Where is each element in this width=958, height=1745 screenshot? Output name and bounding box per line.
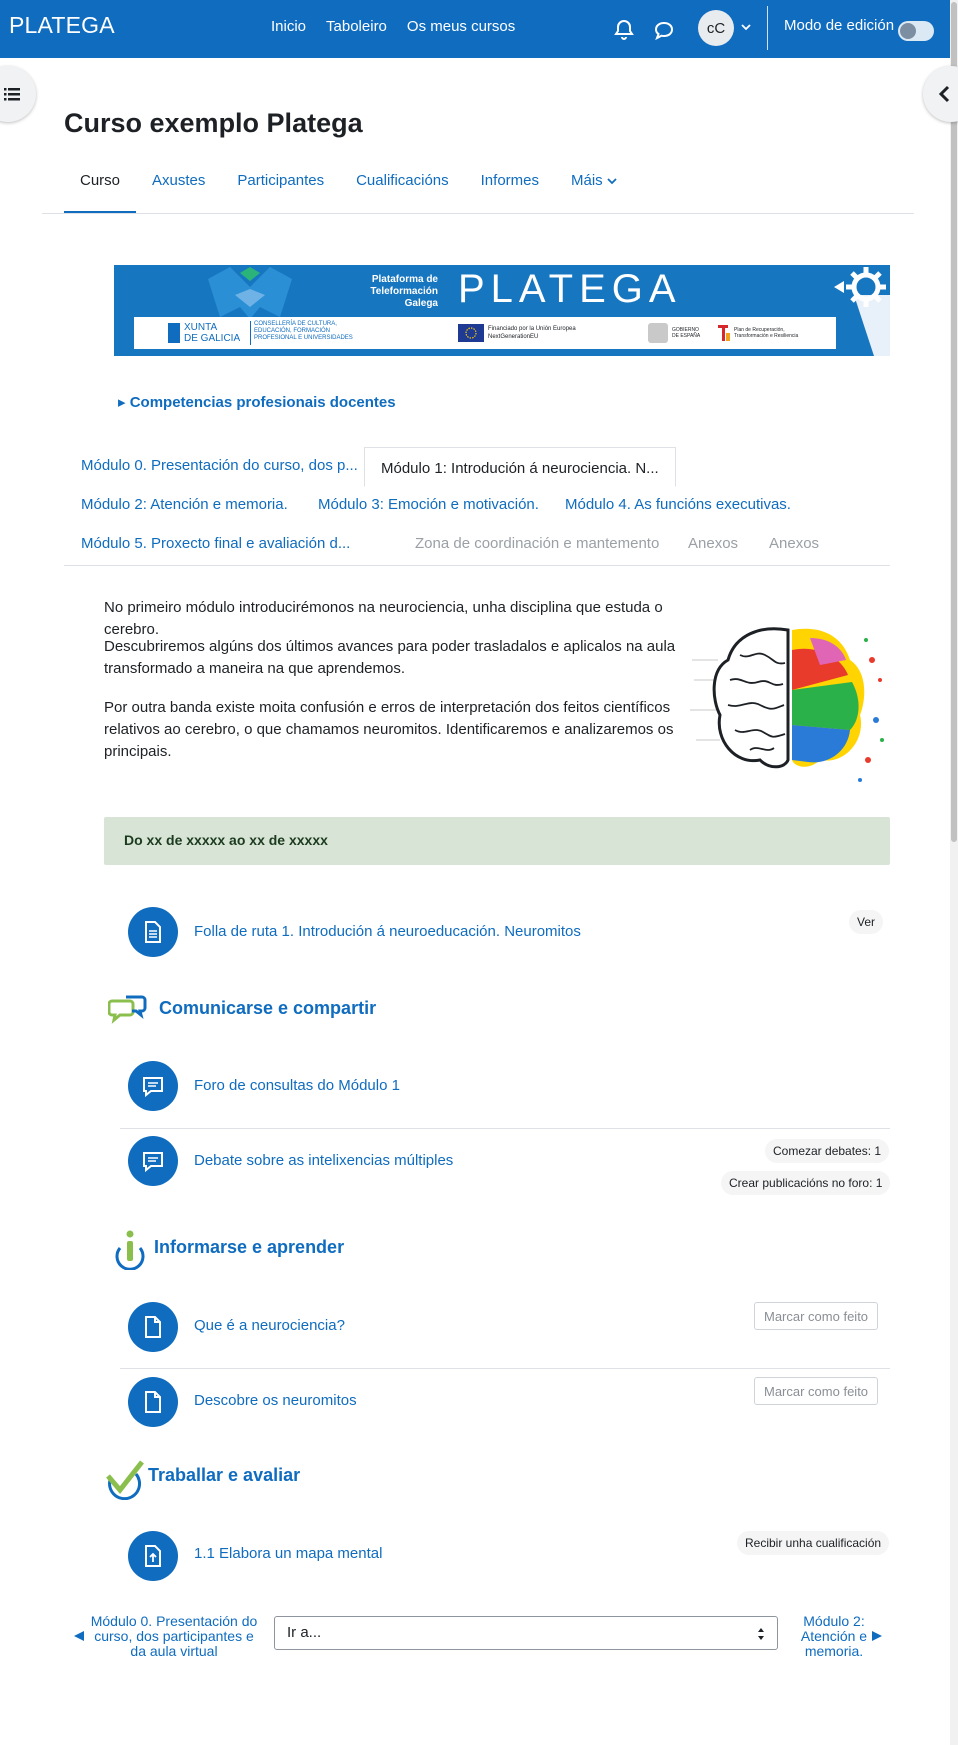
tab-anexos-2[interactable]: Anexos [769,535,820,552]
tab-modulo-2[interactable]: Módulo 2: Atención e memoria. [81,496,288,513]
intro-paragraph-1: No primeiro módulo introducirémonos na neurociencia, unha disciplina que estuda o cerebro. [104,599,663,638]
tab-modulo-3[interactable]: Módulo 3: Emoción e motivación. [318,496,539,513]
activity-link-neuromitos[interactable]: Descobre os neuromitos [194,1392,357,1409]
eu-flag-icon [458,324,484,342]
tab-anexos-1[interactable]: Anexos [688,535,739,552]
banner-sponsors-strip [134,317,836,349]
mark-as-done-button[interactable]: Marcar como feito [754,1302,878,1330]
course-index-drawer-toggle[interactable] [0,66,36,122]
tab-informes[interactable]: Informes [480,172,539,189]
file-icon [141,1315,165,1339]
course-secondary-nav [64,162,633,214]
tab-mais-label: Máis [571,172,603,189]
next-section-link[interactable]: Módulo 2: Atención e memoria. [800,1613,868,1659]
page-activity-icon[interactable] [128,907,178,957]
file-icon [141,1390,165,1414]
info-icon [112,1230,146,1270]
tab-modulo-4[interactable]: Módulo 4. As funcións executivas. [565,496,791,513]
activity-link-debate[interactable]: Debate sobre as intelixencias múltiples [194,1152,454,1169]
nav-taboleiro[interactable]: Taboleiro [326,18,387,35]
ver-badge: Ver [849,910,883,934]
competencias-link[interactable]: ▸ Competencias profesionais docentes [118,394,396,411]
block-drawer-toggle[interactable] [923,66,958,122]
list-icon [4,86,20,102]
plan-recuperacion-text: Plan de Recuperación, Transformación e Resiliencia [734,327,799,339]
scrollbar-thumb[interactable] [951,2,957,842]
intro-paragraph-2: Descubriremos algúns dos últimos avances para poder trasladalos e aplicalos na aula transformado a maneira na que aprendemos. [104,638,676,677]
bell-icon[interactable] [612,18,636,42]
activity-link-mapa-mental[interactable]: 1.1 Elabora un mapa mental [194,1545,383,1562]
tab-cualificacions[interactable]: Cualificacións [356,172,449,189]
forum-activity-icon[interactable] [128,1061,178,1111]
tab-axustes[interactable]: Axustes [152,172,206,189]
tab-modulo-0[interactable]: Módulo 0. Presentación do curso, dos p... [81,457,358,474]
triangle-right-icon[interactable] [871,1630,883,1642]
activity-link-foro-consultas[interactable]: Foro de consultas do Módulo 1 [194,1077,400,1094]
gobierno-text: GOBIERNO DE ESPAÑA [672,327,701,339]
heading-comunicarse: Comunicarse e compartir [159,998,377,1018]
tab-mais[interactable] [555,162,633,214]
user-avatar[interactable]: cC [698,10,734,46]
platega-banner [114,265,890,356]
page-activity-icon[interactable] [128,1377,178,1427]
banner-logo-text: PLATEGA [458,267,682,311]
forum-icon [141,1074,165,1098]
brain-illustration [690,620,886,790]
navbar-divider [767,6,768,50]
heading-traballar: Traballar e avaliar [148,1465,301,1485]
activity-link-neurociencia[interactable]: Que é a neurociencia? [194,1317,345,1334]
activity-separator [120,1368,890,1369]
completion-crear-publicacions: Crear publicacións no foro: 1 [721,1171,890,1195]
tab-zona-coordinacion[interactable]: Zona de coordinación e mantemento [415,535,660,552]
document-icon [141,920,165,944]
checkmark-icon [104,1460,144,1500]
module-tabs-divider [64,565,890,566]
platega-emblem-icon [200,267,300,321]
tab-modulo-1[interactable]: Módulo 1: Introdución á neurociencia. N... [364,447,676,487]
heading-informarse: Informarse e aprender [154,1237,345,1257]
xunta-shield-icon [168,323,180,343]
activity-link-folla-de-ruta[interactable]: Folla de ruta 1. Introdución á neuroeducación. Neuromitos [194,923,581,940]
primary-navigation [271,18,515,35]
banner-subtitle: Plataforma de Teleformación Galega [370,274,438,309]
chat-bubble-icon[interactable] [652,18,676,42]
conselleria-text: CONSELLERÍA DE CULTURA, EDUCACIÓN, FORMACIÓN PROFESIONAL E UNIVERSIDADES [254,321,353,341]
xunta-logo: XUNTA DE GALICIA [184,322,241,344]
jump-to-selected-value: Ir a... [287,1624,322,1641]
completion-recibir-cualificacion: Recibir unha cualificación [737,1531,889,1555]
jump-to-select[interactable] [274,1616,778,1650]
eu-funding-text: Financiado por la Unión Europea NextGenerationEU [488,326,576,340]
page-title: Curso exemplo Platega [64,108,363,138]
secondary-nav-divider [42,213,914,214]
file-upload-icon [141,1544,165,1568]
chevron-down-icon[interactable] [741,22,751,32]
tab-curso[interactable]: Curso [64,162,136,214]
mark-as-done-button[interactable]: Marcar como feito [754,1377,878,1405]
site-brand[interactable]: PLATEGA [9,12,115,38]
edit-mode-toggle[interactable] [898,21,934,41]
previous-section-link[interactable]: Módulo 0. Presentación do curso, dos participantes e da aula virtual [90,1613,258,1659]
plan-recuperacion-logo-icon [718,325,730,341]
tab-modulo-5[interactable]: Módulo 5. Proxecto final e avaliación d... [81,535,351,552]
activity-separator [120,1128,890,1129]
intro-paragraph-3: Por outra banda existe moita confusión e erros de interpretación dos feitos científicos relativos ao cerebro, o que chamamos neuromitos. Identificaremos e analizaremos os principais. [104,699,674,760]
speech-bubbles-icon [108,995,148,1027]
tab-participantes[interactable]: Participantes [237,172,325,189]
spain-coat-of-arms-icon [648,323,668,343]
completion-comezar-debates: Comezar debates: 1 [765,1139,889,1163]
nav-inicio[interactable]: Inicio [271,18,307,35]
top-navbar [0,0,950,58]
assignment-activity-icon[interactable] [128,1531,178,1581]
forum-icon [141,1149,165,1173]
chevron-down-icon [607,177,617,185]
select-arrows-icon [757,1627,765,1641]
nav-os-meus-cursos[interactable]: Os meus cursos [406,18,516,35]
date-range-text: Do xx de xxxxx ao xx de xxxxx [124,832,328,848]
chevron-left-icon [937,84,953,104]
edit-mode-label: Modo de edición [784,17,895,34]
date-range-box [104,817,890,865]
forum-activity-icon[interactable] [128,1136,178,1186]
page-activity-icon[interactable] [128,1302,178,1352]
